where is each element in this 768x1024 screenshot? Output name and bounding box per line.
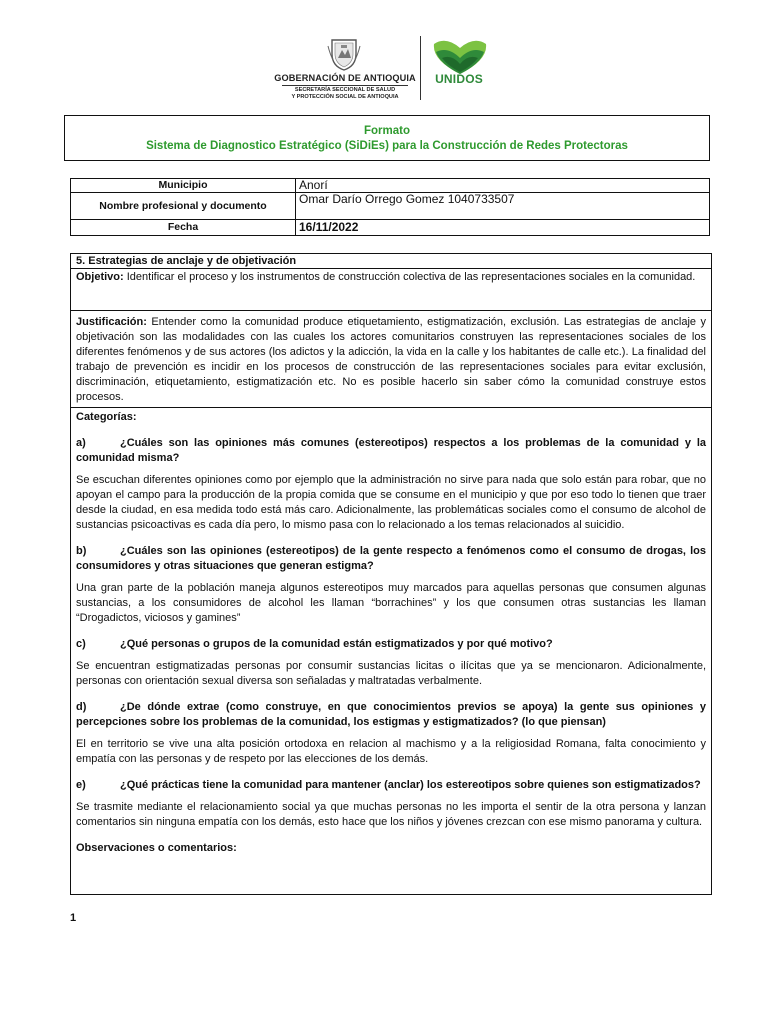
answer-d: El en territorio se vive una alta posición ortodoxa en relacion al machismo y a la religiosidad Romana, falta conocimiento y empatía con las personas y de respeto por las elecciones de los demás. <box>76 738 706 765</box>
gobernacion-rule <box>282 85 408 86</box>
objetivo-label: Objetivo: <box>76 271 124 283</box>
observaciones-label: Observaciones o comentarios: <box>76 842 237 854</box>
answer-a: Se escuchan diferentes opiniones como por ejemplo que la administración no sirve para nada que solo están para robar, que no apoyan el campo para la producción de la propia comida que se consume en el municipio y que por eso todo lo tienen que traer desde la ciudad, en esa medida todo está más caro. Adicionalmente, las problemáticas sociales como el consumo de alcohol de sustancias psicoactivas es cada día pero, lo mismo pasa con lo relacionado a los temas relacionados al suicidio. <box>76 474 706 531</box>
question-a <box>76 436 706 466</box>
question-text: ¿Qué personas o grupos de la comunidad están estigmatizados y por qué motivo? <box>120 638 553 650</box>
municipio-label: Municipio <box>71 179 296 193</box>
objetivo-text: Identificar el proceso y los instrumentos de construcción colectiva de las representaciones sociales en la comunidad. <box>123 271 696 283</box>
municipio-value: Anorí <box>296 179 710 193</box>
format-title: Formato <box>364 125 410 137</box>
question-letter: a) <box>76 437 86 449</box>
unidos-logo <box>428 38 490 90</box>
format-title-box <box>64 115 710 161</box>
question-letter: b) <box>76 545 87 557</box>
categorias-block <box>71 408 711 858</box>
nombre-value: Omar Darío Orrego Gomez 1040733507 <box>296 193 710 220</box>
section-title: 5. Estrategias de anclaje y de objetivación <box>71 254 711 269</box>
question-d <box>76 700 706 730</box>
answer-e: Se trasmite mediante el relacionamiento social ya que muchas personas no les importa el sentir de la otra persona y lanzan comentarios sin ninguna empatía con los demás, esto hace que los niños y jóvenes crezcan con ese mismo panorama y cultura. <box>76 801 706 828</box>
justificacion-block <box>71 311 711 408</box>
info-row-fecha <box>71 220 710 236</box>
info-row-nombre <box>71 193 710 220</box>
question-text: ¿De dónde extrae (como construye, en que conocimientos previos se apoya) la gente sus opiniones y percepciones sobre los problemas de la comunidad, los estigmas y estigmatizados? (lo que piensan) <box>76 701 706 728</box>
info-row-municipio <box>71 179 710 193</box>
nombre-label: Nombre profesional y documento <box>71 193 296 220</box>
objetivo-block <box>71 269 711 311</box>
fecha-value: 16/11/2022 <box>296 220 710 236</box>
answer-b: Una gran parte de la población maneja algunos estereotipos muy marcados para aquellas personas que consumen algunas sustancias, a los consumidores de alcohol les llaman “borrachines” y los que consumen otras sustancias les llaman “Drogadictos, viciosos y gamines” <box>76 582 706 624</box>
question-text: ¿Cuáles son las opiniones (estereotipos) de la gente respecto a fenómenos como el consumo de drogas, los consumidores y otras situaciones que generan estigma? <box>76 545 706 572</box>
page-header <box>0 0 768 110</box>
gobernacion-subtitle-2: Y PROTECCIÓN SOCIAL DE ANTIOQUIA <box>291 94 399 100</box>
unidos-text: UNIDOS <box>435 72 483 86</box>
justificacion-text: Entender como la comunidad produce etiquetamiento, estigmatización, exclusión. Las estrategias de anclaje y objetivación son las modalidades con las cuales los actores comunitarios construyen las representaciones sociales de los diferentes fenómenos y de sus actores (los adictos y la adicción, la vida en la calle y los habitantes de calle etc.). La finalidad del trabajo de prevención es incidir en los procesos de construcción de las representaciones sociales para evitar exclusión, discriminación, etiquetamiento, estigmatización etc. No es posible hacerlo sin saber cómo la comunidad construye estos procesos. <box>76 316 706 403</box>
gobernacion-logo <box>270 36 420 102</box>
fecha-label: Fecha <box>71 220 296 236</box>
gobernacion-subtitle-1: SECRETARÍA SECCIONAL DE SALUD <box>294 87 396 93</box>
gobernacion-name: GOBERNACIÓN DE ANTIOQUIA <box>274 73 416 83</box>
info-table <box>70 178 710 236</box>
unidos-heart-icon <box>432 38 488 74</box>
question-b <box>76 544 706 574</box>
question-text: ¿Cuáles son las opiniones más comunes (estereotipos) respectos a los problemas de la comunidad y la comunidad misma? <box>76 437 706 464</box>
logo-divider <box>420 36 421 100</box>
question-text: ¿Qué prácticas tiene la comunidad para mantener (anclar) los estereotipos sobre quienes son estigmatizados? <box>120 779 701 791</box>
question-e <box>76 778 706 793</box>
section-box <box>70 253 712 895</box>
gobernacion-seal-icon <box>326 36 362 72</box>
question-letter: e) <box>76 779 86 791</box>
categorias-label: Categorías: <box>76 411 137 423</box>
question-c <box>76 637 706 652</box>
question-letter: c) <box>76 638 86 650</box>
format-subtitle: Sistema de Diagnostico Estratégico (SiDiEs) para la Construcción de Redes Protectoras <box>146 140 628 152</box>
answer-c: Se encuentran estigmatizadas personas por consumir sustancias licitas o ilícitas que ya se mencionaron. Adicionalmente, personas con orientación sexual diversa son señaladas y maltratadas verbalmente. <box>76 660 706 687</box>
page-number: 1 <box>70 912 77 924</box>
question-letter: d) <box>76 701 87 713</box>
justificacion-label: Justificación: <box>76 316 147 328</box>
